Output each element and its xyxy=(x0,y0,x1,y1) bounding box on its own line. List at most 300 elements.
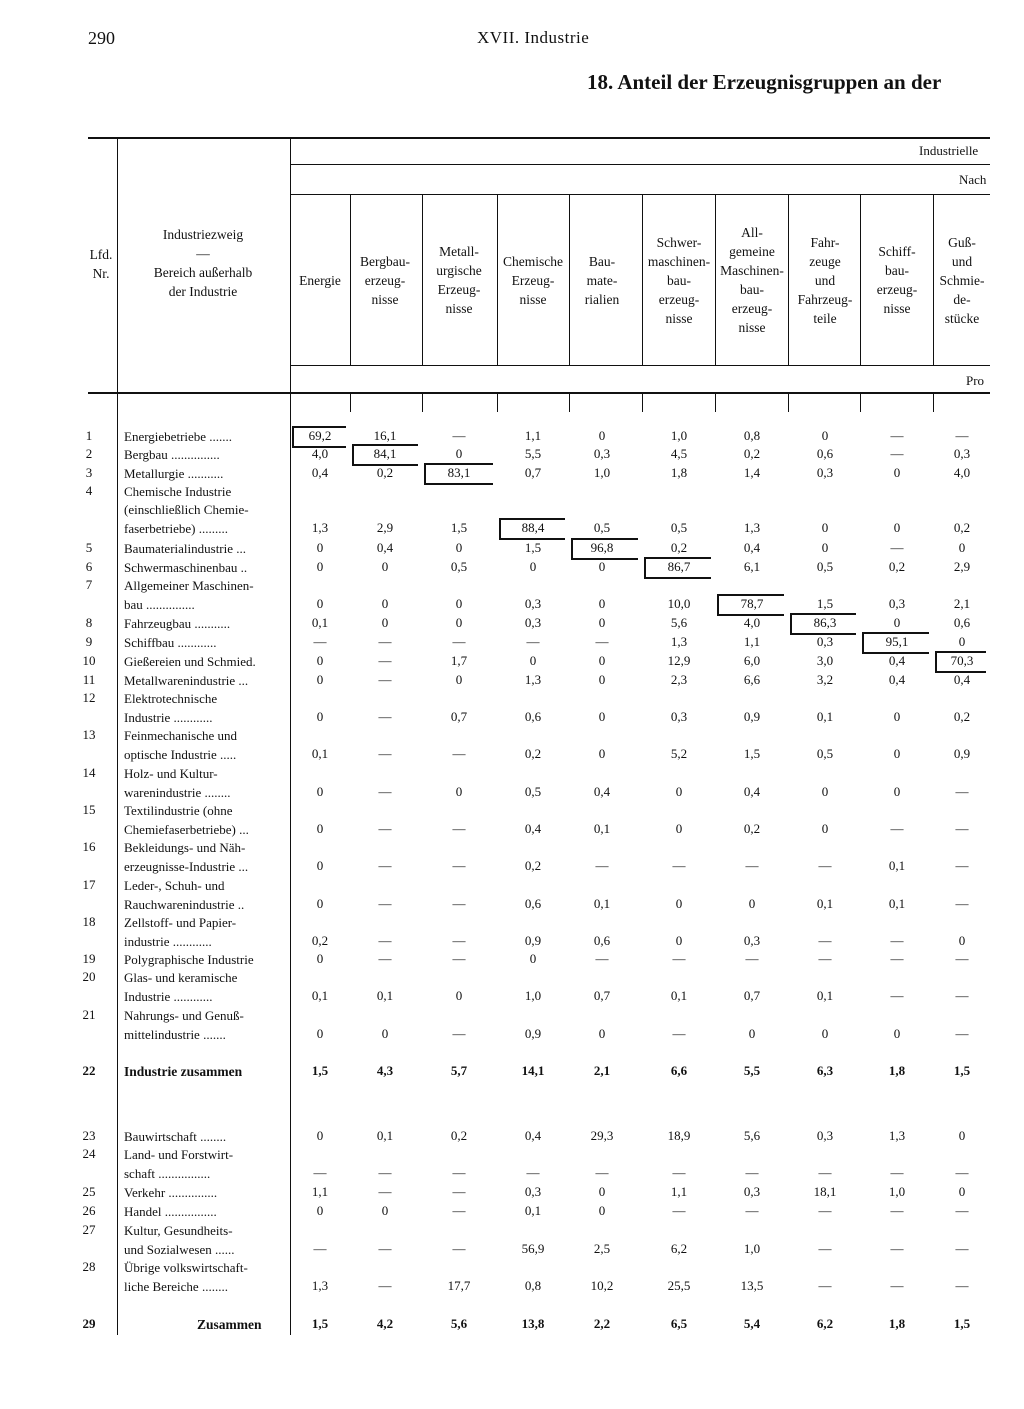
table-cell: 1,5 xyxy=(524,540,542,555)
diagonal-highlight xyxy=(571,538,638,560)
table-cell: 0,3 xyxy=(816,465,834,480)
table-cell: 0,4 xyxy=(743,784,761,799)
header-line: Nr. xyxy=(92,266,110,281)
table-cell: 70,3 xyxy=(950,653,974,668)
table-cell: 0,2 xyxy=(953,709,971,724)
table-cell: 1,0 xyxy=(670,428,688,443)
row-label: Energiebetriebe ....... xyxy=(124,429,233,444)
table-cell: — xyxy=(672,951,686,966)
column-header-line: Fahr- xyxy=(810,234,840,250)
table-cell: 5,4 xyxy=(743,1316,761,1331)
table-cell: 1,0 xyxy=(524,988,542,1003)
table-cell: 0,7 xyxy=(743,988,761,1003)
table-cell: 4,5 xyxy=(670,446,688,461)
table-cell: — xyxy=(313,634,327,649)
table-cell: 0,3 xyxy=(524,596,542,611)
table-cell: 0,3 xyxy=(743,933,761,948)
column-header-line: teile xyxy=(813,310,837,326)
table-cell: 0 xyxy=(598,709,606,724)
table-cell: 0,1 xyxy=(311,615,329,630)
column-divider-stub xyxy=(788,392,789,412)
row-label: Holz- und Kultur- xyxy=(124,766,218,782)
table-cell: — xyxy=(890,933,904,948)
table-cell: 1,7 xyxy=(450,653,468,668)
unit-label: Pro xyxy=(966,373,985,388)
table-cell: — xyxy=(955,428,969,443)
table-cell: 16,1 xyxy=(373,428,397,443)
column-header-line: Bau- xyxy=(588,253,616,269)
table-cell: 0,7 xyxy=(450,709,468,724)
table-cell: 0,4 xyxy=(743,540,761,555)
column-divider-stub xyxy=(860,392,861,412)
table-cell: 0 xyxy=(958,540,966,555)
table-cell: — xyxy=(890,1278,904,1293)
table-cell: — xyxy=(672,1026,686,1041)
table-cell: — xyxy=(745,951,759,966)
column-divider-stub xyxy=(569,392,570,412)
table-cell: 2,1 xyxy=(593,1063,611,1078)
row-number: 26 xyxy=(82,1203,96,1218)
table-cell: — xyxy=(818,1165,832,1180)
row-label: bau ............... xyxy=(124,597,195,612)
column-header-line: und xyxy=(951,253,973,269)
table-cell: 0 xyxy=(455,672,463,687)
table-cell: 0,1 xyxy=(524,1203,542,1218)
table-cell: 0,4 xyxy=(593,784,611,799)
group-rule xyxy=(290,164,990,165)
table-cell: 0 xyxy=(821,821,829,836)
row-label: Textilindustrie (ohne xyxy=(124,803,233,819)
table-cell: 6,6 xyxy=(743,672,761,687)
table-cell: 0 xyxy=(958,634,966,649)
table-cell: — xyxy=(313,1165,327,1180)
table-cell: 86,3 xyxy=(813,615,837,630)
column-header-line: rialien xyxy=(584,291,620,307)
row-label: Allgemeiner Maschinen- xyxy=(124,578,254,594)
table-cell: — xyxy=(955,1026,969,1041)
table-cell: 0,1 xyxy=(593,896,611,911)
row-label: Feinmechanische und xyxy=(124,728,237,744)
table-cell: 5,5 xyxy=(524,446,542,461)
column-header-line: Energie xyxy=(299,272,341,288)
row-number: 10 xyxy=(82,653,96,668)
row-label: Bergbau ............... xyxy=(124,447,220,462)
table-cell: — xyxy=(452,858,466,873)
diagonal-highlight xyxy=(499,518,565,540)
table-cell: 10,0 xyxy=(667,596,691,611)
row-label: Verkehr ............... xyxy=(124,1185,218,1200)
table-cell: 0 xyxy=(821,428,829,443)
diagonal-highlight xyxy=(862,632,929,654)
table-cell: 0,9 xyxy=(743,709,761,724)
row-label: mittelindustrie ....... xyxy=(124,1027,226,1042)
table-cell: 1,0 xyxy=(593,465,611,480)
table-cell: 0,8 xyxy=(524,1278,542,1293)
table-cell: — xyxy=(890,1241,904,1256)
header-line: der Industrie xyxy=(168,284,238,299)
table-cell: 0,2 xyxy=(311,933,329,948)
table-cell: 0 xyxy=(675,784,683,799)
table-cell: 0 xyxy=(675,933,683,948)
table-cell: 2,2 xyxy=(593,1316,611,1331)
row-label: (einschließlich Chemie- xyxy=(124,502,249,518)
table-cell: 0,4 xyxy=(524,821,542,836)
table-cell: — xyxy=(313,1241,327,1256)
table-cell: 78,7 xyxy=(740,596,764,611)
column-header-line: erzeug- xyxy=(731,301,773,316)
row-label: Chemiefaserbetriebe) ... xyxy=(124,822,249,837)
row-label: Bauwirtschaft ........ xyxy=(124,1129,227,1144)
table-cell: 1,5 xyxy=(816,596,834,611)
table-cell: 0,3 xyxy=(524,615,542,630)
row-label: Metallwarenindustrie ... xyxy=(124,673,249,688)
table-cell: 0 xyxy=(958,933,966,948)
table-cell: 1,0 xyxy=(888,1184,906,1199)
table-cell: 5,6 xyxy=(450,1316,468,1331)
row-label: Industrie zusammen xyxy=(124,1064,243,1079)
row-label: erzeugnisse-Industrie ... xyxy=(124,859,249,874)
running-head: XVII. Industrie xyxy=(477,28,590,47)
column-header-line: bau- xyxy=(667,272,691,288)
table-cell: 95,1 xyxy=(885,634,909,649)
label-column-rule xyxy=(290,137,291,1335)
table-cell: 56,9 xyxy=(521,1241,545,1256)
column-divider-stub xyxy=(933,392,934,412)
table-cell: — xyxy=(745,1165,759,1180)
column-header-line: de- xyxy=(953,291,971,307)
table-cell: — xyxy=(890,821,904,836)
table-cell: — xyxy=(452,933,466,948)
column-header-line: nisse xyxy=(665,310,693,326)
table-cell: 0,1 xyxy=(311,988,329,1003)
table-cell: 1,5 xyxy=(953,1063,971,1078)
row-label: warenindustrie ........ xyxy=(124,785,231,800)
table-cell: 0 xyxy=(598,428,606,443)
table-cell: 0 xyxy=(675,896,683,911)
row-label: schaft ................ xyxy=(124,1166,211,1181)
table-cell: 88,4 xyxy=(521,520,545,535)
row-label: Schiffbau ............ xyxy=(124,635,217,650)
table-cell: 0,5 xyxy=(593,520,611,535)
table-cell: 0 xyxy=(316,1128,324,1143)
column-header-line: nisse xyxy=(371,291,399,307)
column-header-line: Guß- xyxy=(948,234,976,250)
table-cell: 1,3 xyxy=(888,1128,906,1143)
group-label: Industrielle xyxy=(919,143,979,158)
table-cell: 0,6 xyxy=(593,933,611,948)
row-label: Zellstoff- und Papier- xyxy=(124,915,237,931)
table-cell: — xyxy=(955,858,969,873)
table-cell: 0 xyxy=(455,988,463,1003)
column-header-line: All- xyxy=(741,225,763,240)
table-cell: 96,8 xyxy=(590,540,614,555)
table-cell: — xyxy=(672,858,686,873)
table-cell: — xyxy=(378,933,392,948)
table-cell: — xyxy=(378,896,392,911)
table-cell: 0,3 xyxy=(816,634,834,649)
header-line: Bereich außerhalb xyxy=(153,265,253,280)
table-cell: 14,1 xyxy=(521,1063,545,1078)
table-cell: 0 xyxy=(598,596,606,611)
table-cell: 0,1 xyxy=(888,858,906,873)
table-cell: 0 xyxy=(316,709,324,724)
row-number: 16 xyxy=(82,839,96,855)
table-cell: 0 xyxy=(381,615,389,630)
table-cell: — xyxy=(890,951,904,966)
table-cell: — xyxy=(452,1165,466,1180)
table-cell: — xyxy=(378,858,392,873)
table-cell: — xyxy=(378,746,392,761)
table-cell: 0 xyxy=(529,951,537,966)
table-cell: 13,8 xyxy=(521,1316,545,1331)
diagonal-highlight xyxy=(935,651,986,673)
row-label: Bekleidungs- und Näh- xyxy=(124,840,246,856)
table-cell: 0,1 xyxy=(888,896,906,911)
column-header-line: Schiff- xyxy=(878,244,916,259)
row-number: 3 xyxy=(85,465,93,480)
table-cell: — xyxy=(672,1165,686,1180)
table-cell: 0 xyxy=(316,540,324,555)
row-label: faserbetriebe) ......... xyxy=(124,521,228,536)
column-header-line: Schwer- xyxy=(656,234,702,250)
table-cell: — xyxy=(818,858,832,873)
table-cell: 0 xyxy=(958,1128,966,1143)
table-cell: — xyxy=(452,1026,466,1041)
table-cell: 0 xyxy=(598,1026,606,1041)
table-cell: — xyxy=(818,1203,832,1218)
row-number: 19 xyxy=(82,951,96,966)
row-label: Leder-, Schuh- und xyxy=(124,878,225,894)
column-header-line: zeuge xyxy=(809,253,841,269)
column-header-line: Fahrzeug- xyxy=(797,291,853,307)
row-label: optische Industrie ..... xyxy=(124,747,237,762)
table-cell: — xyxy=(890,1165,904,1180)
table-cell: 0 xyxy=(893,1026,901,1041)
table-cell: 0 xyxy=(748,1026,756,1041)
row-label: industrie ............ xyxy=(124,934,212,949)
table-cell: 1,5 xyxy=(743,746,761,761)
column-header-line: mate- xyxy=(586,272,618,288)
table-cell: 4,0 xyxy=(743,615,761,630)
table-cell: 1,3 xyxy=(311,520,329,535)
table-cell: 1,3 xyxy=(670,634,688,649)
row-label: Industrie ............ xyxy=(124,989,213,1004)
table-cell: 0,2 xyxy=(450,1128,468,1143)
row-label: Elektrotechnische xyxy=(124,691,218,707)
table-cell: 0 xyxy=(529,653,537,668)
header-line: — xyxy=(196,246,210,261)
table-cell: 0,1 xyxy=(376,988,394,1003)
row-number: 17 xyxy=(82,877,96,893)
table-cell: 18,1 xyxy=(813,1184,837,1199)
row-number: 25 xyxy=(82,1184,96,1199)
table-cell: 0,2 xyxy=(953,520,971,535)
table-cell: 4,2 xyxy=(376,1316,394,1331)
table-cell: 0 xyxy=(893,746,901,761)
table-cell: 12,9 xyxy=(667,653,691,668)
diagonal-highlight xyxy=(717,594,784,616)
table-cell: 2,1 xyxy=(953,596,971,611)
row-number: 22 xyxy=(82,1063,96,1078)
row-number: 15 xyxy=(82,802,96,818)
table-cell: 1,1 xyxy=(743,634,761,649)
table-cell: 0 xyxy=(821,520,829,535)
table-cell: 17,7 xyxy=(447,1278,471,1293)
table-cell: — xyxy=(452,1241,466,1256)
row-number: 13 xyxy=(82,727,96,743)
subgroup-label: Nach xyxy=(959,172,987,187)
table-cell: 5,6 xyxy=(670,615,688,630)
row-number: 6 xyxy=(85,559,93,574)
table-cell: 0,7 xyxy=(524,465,542,480)
table-cell: 0 xyxy=(821,540,829,555)
row-number: 9 xyxy=(85,634,93,649)
column-header-3 xyxy=(418,242,501,318)
table-cell: — xyxy=(452,428,466,443)
table-cell: 0,1 xyxy=(816,896,834,911)
table-cell: 0 xyxy=(455,596,463,611)
column-header-line: Erzeug- xyxy=(511,272,555,288)
table-cell: 13,5 xyxy=(740,1278,764,1293)
table-cell: 0 xyxy=(598,1203,606,1218)
diagonal-highlight xyxy=(292,426,346,448)
table-cell: — xyxy=(378,1278,392,1293)
table-cell: 0 xyxy=(381,596,389,611)
table-cell: 0 xyxy=(316,858,324,873)
table-cell: — xyxy=(745,1203,759,1218)
table-cell: 0 xyxy=(598,672,606,687)
table-cell: — xyxy=(955,896,969,911)
table-cell: 0,4 xyxy=(888,672,906,687)
row-number: 14 xyxy=(82,765,96,781)
row-label: und Sozialwesen ...... xyxy=(124,1242,235,1257)
table-cell: — xyxy=(890,428,904,443)
table-cell: 84,1 xyxy=(373,446,397,461)
table-cell: 0,5 xyxy=(450,559,468,574)
table-cell: — xyxy=(595,634,609,649)
table-cell: 6,0 xyxy=(743,653,761,668)
table-cell: 0,2 xyxy=(524,858,542,873)
table-cell: 0,3 xyxy=(888,596,906,611)
column-header-line: maschinen- xyxy=(647,253,711,269)
table-cell: 0 xyxy=(958,1184,966,1199)
table-cell: — xyxy=(378,709,392,724)
row-label: Kultur, Gesundheits- xyxy=(124,1223,233,1239)
column-header-line: Chemische xyxy=(503,253,563,269)
column-header-rule xyxy=(290,365,990,366)
table-cell: 0,3 xyxy=(743,1184,761,1199)
row-number: 8 xyxy=(85,615,93,630)
table-cell: — xyxy=(452,951,466,966)
table-cell: 69,2 xyxy=(308,428,332,443)
table-cell: 0,6 xyxy=(816,446,834,461)
table-cell: 0,2 xyxy=(670,540,688,555)
table-cell: 0 xyxy=(316,653,324,668)
table-cell: 0,6 xyxy=(953,615,971,630)
table-cell: 0 xyxy=(381,559,389,574)
table-cell: — xyxy=(526,634,540,649)
table-cell: 0,2 xyxy=(743,446,761,461)
lfd-column-rule xyxy=(117,137,118,1335)
column-header-line: bau- xyxy=(740,282,764,297)
table-cell: 1,4 xyxy=(743,465,761,480)
table-cell: 0 xyxy=(316,1203,324,1218)
table-cell: — xyxy=(452,746,466,761)
table-cell: 2,5 xyxy=(593,1241,611,1256)
row-label: Glas- und keramische xyxy=(124,970,238,986)
table-cell: 0 xyxy=(316,951,324,966)
row-label: Rauchwarenindustrie .. xyxy=(124,897,245,912)
table-cell: 0 xyxy=(316,784,324,799)
column-header-line: und xyxy=(814,272,836,288)
table-cell: 0,1 xyxy=(816,709,834,724)
table-cell: 3,0 xyxy=(816,653,834,668)
row-number: 27 xyxy=(82,1222,96,1238)
table-cell: 0,8 xyxy=(743,428,761,443)
table-cell: — xyxy=(452,1184,466,1199)
table-cell: 0,1 xyxy=(311,746,329,761)
page-number: 290 xyxy=(88,28,115,48)
column-header-line: stücke xyxy=(944,310,980,326)
table-cell: — xyxy=(378,1165,392,1180)
column-header-line: nisse xyxy=(883,301,911,316)
table-cell: 1,3 xyxy=(743,520,761,535)
subgroup-rule xyxy=(290,194,990,195)
column-divider-stub xyxy=(715,392,716,412)
table-cell: 1,0 xyxy=(743,1241,761,1256)
column-header-5 xyxy=(562,252,643,309)
table-cell: 18,9 xyxy=(667,1128,691,1143)
table-cell: 0,1 xyxy=(376,1128,394,1143)
row-label: liche Bereiche ........ xyxy=(124,1279,228,1294)
table-cell: 0 xyxy=(316,896,324,911)
column-header-line: erzeug- xyxy=(364,272,406,288)
row-label: Fahrzeugbau ........... xyxy=(124,616,231,631)
table-cell: 4,0 xyxy=(311,446,329,461)
table-cell: 0 xyxy=(893,520,901,535)
table-cell: 0 xyxy=(893,615,901,630)
table-cell: 0 xyxy=(455,615,463,630)
table-cell: — xyxy=(955,1278,969,1293)
table-cell: 0 xyxy=(598,1184,606,1199)
table-cell: — xyxy=(955,821,969,836)
table-cell: 6,6 xyxy=(670,1063,688,1078)
table-cell: — xyxy=(890,540,904,555)
table-cell: 4,3 xyxy=(376,1063,394,1078)
row-number: 24 xyxy=(82,1146,96,1162)
table-cell: 0,3 xyxy=(524,1184,542,1199)
diagonal-highlight xyxy=(352,444,418,466)
row-number: 28 xyxy=(82,1259,96,1275)
table-cell: 0 xyxy=(316,672,324,687)
page-title: 18. Anteil der Erzeugnisgruppen an der xyxy=(587,70,942,94)
table-cell: 0,6 xyxy=(524,709,542,724)
table-cell: — xyxy=(452,896,466,911)
row-number: 7 xyxy=(85,577,93,593)
table-cell: 5,5 xyxy=(743,1063,761,1078)
diagonal-highlight xyxy=(424,463,493,485)
column-header-7 xyxy=(712,223,793,337)
table-cell: 0,5 xyxy=(670,520,688,535)
row-number: 1 xyxy=(85,428,93,443)
table-cell: 1,8 xyxy=(670,465,688,480)
table-cell: — xyxy=(378,1184,392,1199)
table-cell: 0,9 xyxy=(524,1026,542,1041)
table-cell: 0 xyxy=(821,784,829,799)
table-cell: 1,3 xyxy=(524,672,542,687)
header-line: Lfd. xyxy=(89,247,113,262)
column-header-2 xyxy=(345,252,425,309)
